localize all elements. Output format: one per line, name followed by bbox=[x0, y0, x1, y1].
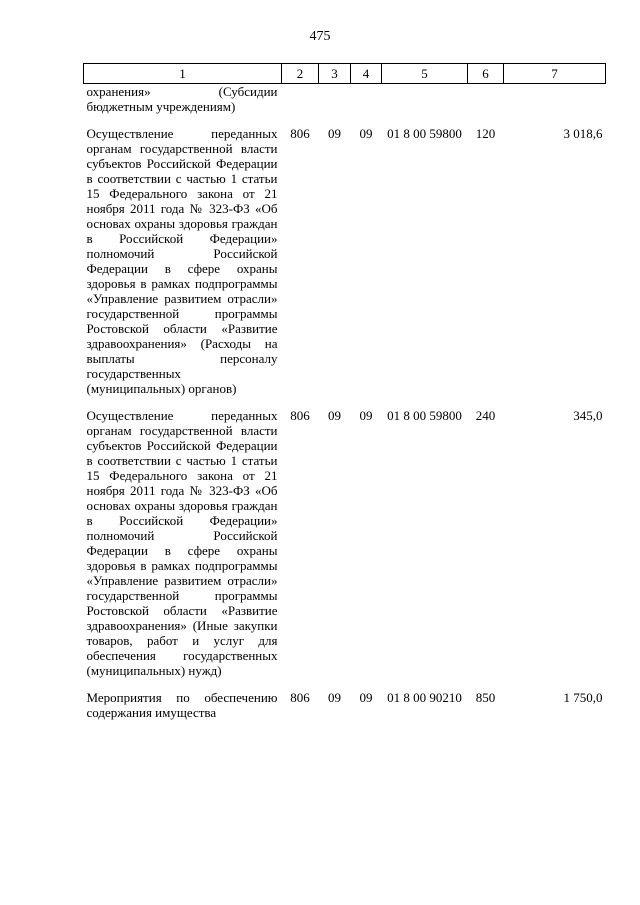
column-header: 4 bbox=[351, 64, 382, 84]
page-number: 475 bbox=[309, 29, 331, 44]
row-description: Осуществление переданных органам государственной власти субъектов Российской Федерации в соответствии с частью 1 статьи 15 Федерального закона от 21 ноября 2011 года № 323-ФЗ «Об основах охраны здоровья граждан в Российской Федерации» полномочий Российской Федерации в сфере охраны здоровья в рамках подпрограммы «Управление развитием отрасли» государственной программы Ростовской области «Развитие здравоохранения» (Расходы на выплаты персоналу государственных (муниципальных) органов) bbox=[86, 126, 278, 396]
column-header: 7 bbox=[504, 64, 606, 84]
row-section: 09 bbox=[328, 690, 341, 705]
row-target-item: 01 8 00 59800 bbox=[387, 126, 462, 141]
column-header: 6 bbox=[468, 64, 504, 84]
row-target-item: 01 8 00 90210 bbox=[387, 690, 462, 705]
column-header: 3 bbox=[319, 64, 351, 84]
row-subsection bbox=[351, 84, 382, 115]
row-target-item bbox=[382, 84, 468, 115]
row-ministry-code bbox=[282, 84, 319, 115]
row-amount: 345,0 bbox=[573, 408, 603, 423]
row-amount: 1 750,0 bbox=[563, 690, 603, 705]
column-header: 5 bbox=[382, 64, 468, 84]
row-subsection: 09 bbox=[359, 408, 373, 423]
row-ministry-code: 806 bbox=[290, 408, 310, 423]
row-expense-type: 240 bbox=[475, 408, 496, 423]
row-expense-type: 120 bbox=[475, 126, 496, 141]
row-ministry-code: 806 bbox=[290, 690, 310, 705]
row-expense-type bbox=[468, 84, 504, 115]
table-row bbox=[84, 396, 606, 678]
row-target-item: 01 8 00 59800 bbox=[387, 408, 462, 423]
column-header: 1 bbox=[84, 64, 282, 84]
row-section: 09 bbox=[328, 126, 341, 141]
table-row bbox=[84, 114, 606, 396]
row-amount: 3 018,6 bbox=[563, 126, 603, 141]
row-section: 09 bbox=[328, 408, 341, 423]
row-section bbox=[319, 84, 351, 115]
row-description: Осуществление переданных органам государственной власти субъектов Российской Федерации в соответствии с частью 1 статьи 15 Федерального закона от 21 ноября 2011 года № 323-ФЗ «Об основах охраны здоровья граждан в Российской Федерации» полномочий Российской Федерации в сфере охраны здоровья в рамках подпрограммы «Управление развитием отрасли» государственной программы Ростовской области «Развитие здравоохранения» (Иные закупки товаров, работ и услуг для обеспечения государственных (муниципальных) нужд) bbox=[86, 408, 278, 678]
table-row bbox=[84, 84, 606, 115]
budget-table bbox=[83, 63, 606, 720]
row-subsection: 09 bbox=[359, 690, 373, 705]
row-description: Мероприятия по обеспечению содержания имущества bbox=[86, 690, 278, 720]
row-expense-type: 850 bbox=[475, 690, 496, 705]
column-header: 2 bbox=[282, 64, 319, 84]
row-amount bbox=[504, 84, 606, 115]
row-ministry-code: 806 bbox=[290, 126, 310, 141]
column-header-row bbox=[84, 64, 606, 84]
row-subsection: 09 bbox=[359, 126, 373, 141]
table-row bbox=[84, 678, 606, 720]
row-description: охранения» (Субсидии бюджетным учреждениям) bbox=[86, 84, 278, 114]
